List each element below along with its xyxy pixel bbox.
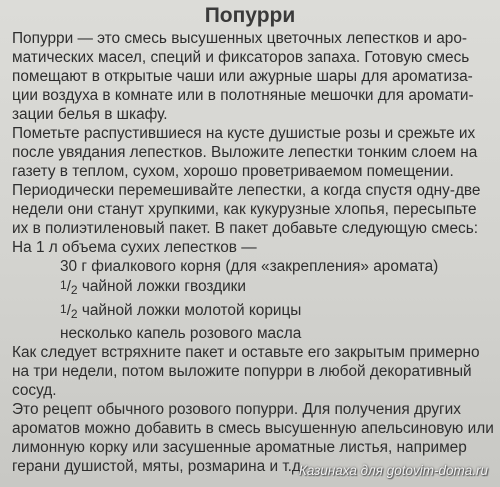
fraction-denominator: 2	[70, 307, 78, 321]
ingredient-line: несколько капель розового масла	[60, 325, 302, 342]
page-title: Попурри	[204, 4, 296, 27]
text-line: на три недели, потом выложите попурри в любой декоративный	[12, 363, 472, 380]
text-line: Периодически перемешивайте лепестки, а когда спустя одну-две	[12, 182, 481, 199]
text-line: Это рецепт обычного розового попурри. Для получения других	[12, 401, 461, 418]
fraction-denominator: 2	[70, 283, 78, 297]
text-line: зации белья в шкафу.	[12, 106, 168, 123]
ingredient-line	[12, 276, 498, 300]
ingredient-text: чайной ложки гвоздики	[77, 278, 247, 295]
text-line: Как следует встряхните пакет и оставьте его закрытым примерно	[12, 344, 480, 361]
ingredient-line	[12, 300, 498, 324]
article-body	[12, 29, 498, 476]
fraction-numerator: 1	[60, 278, 67, 292]
watermark-text: Казинаха для gotovim-doma.ru	[298, 463, 488, 478]
text-line: На 1 л объема сухих лепестков —	[12, 239, 257, 256]
ingredient-line: 30 г фиалкового корня (для «закрепления» аромата)	[60, 258, 439, 275]
text-line: Пометьте распустившиеся на кусте душистые розы и срежьте их	[12, 125, 476, 142]
fraction-numerator: 1	[60, 302, 67, 316]
text-line: герани душистой, мяты, розмарина и т.д.	[12, 458, 306, 475]
fraction-slash: /	[66, 278, 71, 295]
text-line: газету в теплом, сухом, хорошо проветриваемом помещении.	[12, 163, 454, 180]
text-line: их в полиэтиленовый пакет. В пакет добавьте следующую смесь:	[12, 220, 479, 237]
text-line: помещают в открытые чаши или ажурные шары для ароматиза-	[12, 68, 473, 85]
text-line: сосуд.	[12, 382, 57, 399]
fraction-slash: /	[66, 302, 71, 319]
text-line: матических масел, специй и фиксаторов запаха. Готовую смесь	[12, 49, 470, 66]
text-line: ароматов можно добавить в смесь высушенную апельсиновую или	[12, 420, 494, 437]
text-line: лимонную корку или засушенные ароматные листья, например	[12, 439, 467, 456]
text-line: недели они станут хрупкими, как кукурузные хлопья, пересыпьте	[12, 201, 477, 218]
ingredient-text: чайной ложки молотой корицы	[77, 302, 302, 319]
text-line: ции воздуха в комнате или в полотняные мешочки для аромати-	[12, 87, 474, 104]
text-line: после увядания лепестков. Выложите лепестки тонким слоем на	[12, 144, 478, 161]
text-line: Попурри — это смесь высушенных цветочных лепестков и аро-	[12, 30, 468, 47]
